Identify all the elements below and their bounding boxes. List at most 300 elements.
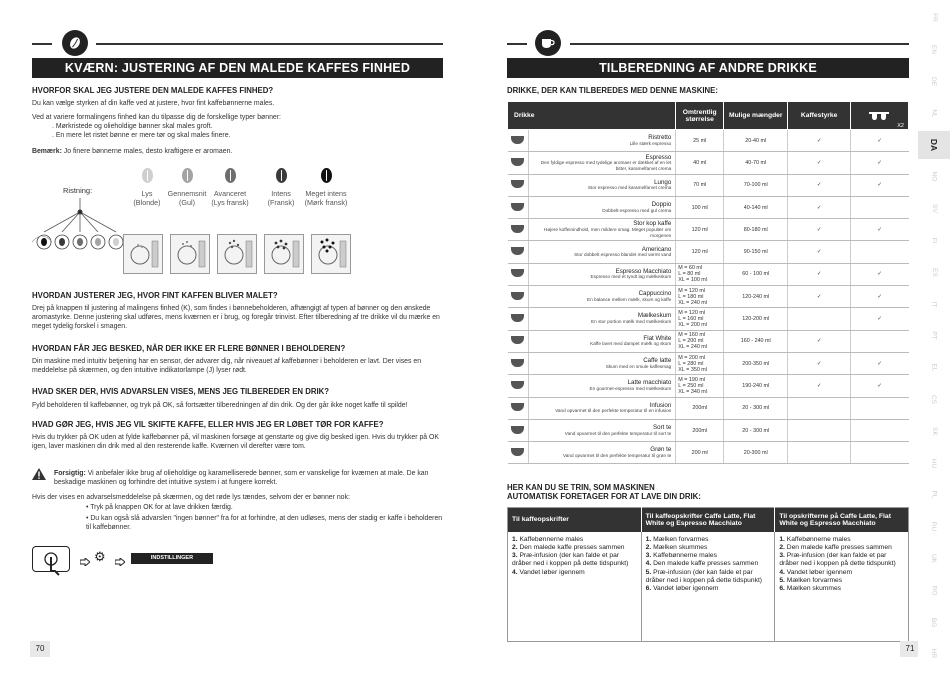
left-page xyxy=(0,0,473,674)
table-row xyxy=(508,130,909,152)
drink-name: Latte macchiato xyxy=(627,379,672,387)
coffee-cup-icon xyxy=(535,30,561,56)
drink-range: 20-40 ml xyxy=(724,130,788,152)
coffee-bean-icon xyxy=(321,168,332,183)
list-item: 1. Kaffebønnerne males xyxy=(779,535,851,543)
language-label: CS xyxy=(930,394,938,404)
list-item: 1. Kaffebønnerne males xyxy=(512,535,584,543)
drink-icon xyxy=(508,174,529,196)
drink-cell xyxy=(528,196,676,218)
double-label: X2 xyxy=(897,123,904,129)
drink-range: 40-70 ml xyxy=(724,152,788,174)
language-label: SV xyxy=(930,204,938,213)
drinks-table xyxy=(507,101,909,464)
strength-check: ✓ xyxy=(788,286,850,308)
list-item: 6. Vandet løber igennem xyxy=(645,585,719,593)
subheading-drinks: DRIKKE, DER KAN TILBEREDES MED DENNE MASKINE: xyxy=(507,86,718,95)
language-label: RO xyxy=(930,585,938,596)
drink-name: Cappuccino xyxy=(638,290,672,298)
double-check: ✓ xyxy=(850,174,908,196)
tab-language-hr[interactable] xyxy=(918,640,950,668)
step-text: Den malede kaffe presses sammen xyxy=(786,543,892,551)
col-strength: Kaffestyrke xyxy=(788,102,850,130)
drink-cell xyxy=(528,419,676,441)
drink-desc: En stor portion mælk med mælkeskum xyxy=(591,319,672,325)
roast-subname: (Lys fransk) xyxy=(211,198,249,208)
drink-cell xyxy=(528,397,676,419)
double-check xyxy=(850,397,908,419)
language-label: PL xyxy=(930,490,938,499)
step-text: Kaffebønnerne males xyxy=(653,552,717,560)
list-item: 5. Mælken forvarmes xyxy=(779,576,843,584)
tab-language-uk[interactable] xyxy=(918,545,950,573)
strength-check: ✓ xyxy=(788,152,850,174)
step-text: Den malede kaffe presses sammen xyxy=(519,543,625,551)
auto-steps-milk-first xyxy=(641,532,775,642)
heading-no-beans: HVORDAN FÅR JEG BESKED, NÅR DER IKKE ER FLERE BØNNER I BEHOLDEREN? xyxy=(32,344,346,353)
drink-range: 40-140 ml xyxy=(724,196,788,218)
drink-desc: Stor dobbelt espresso blandet med varmt vand xyxy=(574,252,672,258)
roast-level-label xyxy=(294,189,358,207)
header-rule-right xyxy=(96,43,443,45)
drink-cell xyxy=(528,308,676,330)
drink-size: 40 ml xyxy=(676,152,724,174)
paragraph: Drej på knappen til justering af malingens finhed (K), som findes i bønnebeholderen, afhængigt af typen af bønner og den ønskede aromastyrke. Denne justering skal udføres, mens kværnen er i brug, og foregår trinvist. Efter tilberedning af tre drikke vil du mærke en meget tydelig forskel i smagen. xyxy=(32,305,440,331)
language-label: BG xyxy=(930,617,938,627)
list-item: 2. Den malede kaffe presses sammen xyxy=(779,543,892,551)
drink-cell xyxy=(528,263,676,285)
table-row xyxy=(508,241,909,263)
roast-name: Avanceret xyxy=(213,189,247,198)
table-row xyxy=(508,196,909,218)
double-check xyxy=(850,241,908,263)
drink-icon xyxy=(508,130,529,152)
page-number: 71 xyxy=(900,641,920,657)
arrow-right-icon xyxy=(115,553,125,571)
drink-icon xyxy=(508,375,529,397)
tab-language-es[interactable] xyxy=(918,258,950,286)
drink-cell xyxy=(528,130,676,152)
table-row xyxy=(508,219,909,241)
language-label: UK xyxy=(930,553,938,563)
drink-desc: Kaffe lavet med dampet mælk og skum xyxy=(590,341,672,347)
step-text: Den malede kaffe presses sammen xyxy=(653,560,759,568)
table-row xyxy=(508,330,909,352)
roast-label: Ristning: xyxy=(63,186,93,195)
drink-range: 20 - 300 ml xyxy=(724,397,788,419)
tab-language-de[interactable] xyxy=(918,68,950,96)
list-item: 1. Mælken forvarmes xyxy=(645,535,709,543)
table-row xyxy=(508,419,909,441)
tab-language-bg[interactable] xyxy=(918,608,950,636)
settings-button[interactable]: INDSTILLINGER xyxy=(131,553,213,564)
double-check xyxy=(850,419,908,441)
col-double xyxy=(850,102,908,130)
table-row xyxy=(508,152,909,174)
drink-desc: Vand opvarmet til den perfekte temperatur til grøn te xyxy=(562,452,672,458)
drink-cell xyxy=(528,219,676,241)
drink-desc: Vand opvarmet til den perfekte temperatur til sort te xyxy=(564,430,672,436)
drink-desc: Skum med en smule kaffesmag xyxy=(605,363,672,369)
drink-icon xyxy=(508,152,529,174)
drink-size: M = 190 ml L = 250 ml XL = 340 ml xyxy=(676,375,724,397)
drink-desc: Højere koffeinindhold, men mildere smag. Meget populær om morgenen xyxy=(543,227,672,238)
subheading-auto: HER KAN DU SE TRIN, SOM MASKINEN xyxy=(507,483,655,492)
grind-setting-1 xyxy=(123,234,163,274)
auto-col-coffee: Til kaffeopskrifter xyxy=(508,508,642,532)
drink-cell xyxy=(528,286,676,308)
grind-setting-5 xyxy=(311,234,351,274)
language-label: FI xyxy=(930,237,938,244)
drink-size: 120 ml xyxy=(676,241,724,263)
tab-language-el[interactable] xyxy=(918,354,950,382)
drink-range: 80-180 ml xyxy=(724,219,788,241)
step-text: Mælken skummes xyxy=(653,543,708,551)
step-text: Præ-infusion (der kan falde et par dråber ned i koppen på dette tidspunkt) xyxy=(779,552,896,568)
arrow-right-icon xyxy=(80,553,90,571)
coffee-bean-icon xyxy=(182,168,193,183)
roast-subname: (Mørk fransk) xyxy=(304,198,348,208)
drink-cell xyxy=(528,241,676,263)
double-check: ✓ xyxy=(850,286,908,308)
note-text: Jo finere bønnerne males, desto kraftigere er aromaen. xyxy=(63,148,233,155)
col-size: Omtrentlig størrelse xyxy=(676,102,724,130)
table-row xyxy=(508,174,909,196)
drink-desc: Den fyldige espresso med tydelige aromaer er dækket af en let bitter, karamelfarvet crema xyxy=(540,160,672,171)
drink-icon xyxy=(508,397,529,419)
drink-size: M = 120 ml L = 160 ml XL = 200 ml xyxy=(676,308,724,330)
language-label: NO xyxy=(930,171,938,182)
cup-icon xyxy=(511,269,524,277)
tab-language-ru[interactable] xyxy=(918,513,950,541)
cup-icon xyxy=(511,403,524,411)
drink-desc: En balance mellem mælk, skum og kaffe xyxy=(586,296,672,302)
tab-language-ro[interactable] xyxy=(918,576,950,604)
cup-icon xyxy=(511,314,524,322)
drink-cell xyxy=(528,442,676,464)
col-drink: Drikke xyxy=(508,102,676,130)
tab-language-fi[interactable] xyxy=(918,227,950,255)
drink-name: Stor kop kaffe xyxy=(633,220,672,228)
drink-desc: En gourmet-espresso med mælkeskum xyxy=(589,385,672,391)
drink-desc: Dobbelt-espresso med gul crema xyxy=(602,207,672,213)
list-item: 4. Den malede kaffe presses sammen xyxy=(645,560,759,568)
drink-size: 200 ml xyxy=(676,442,724,464)
cup-icon xyxy=(511,180,524,188)
coffee-bean-icon xyxy=(62,30,88,56)
list-item: 3. Præ-infusion (der kan falde et par dråber ned i koppen på dette tidspunkt) xyxy=(512,552,629,568)
drink-name: Grøn te xyxy=(650,446,672,454)
paragraph: Din maskine med intuitiv betjening har en sensor, der advarer dig, når niveauet af kaffebønner i beholderen er lavt. Der vises en meddelelse på skærmen, og den intuitive indikatorlampe (J) lyser rødt. xyxy=(32,358,422,375)
double-check: ✓ xyxy=(850,152,908,174)
cup-icon xyxy=(511,426,524,434)
gear-icon: ⚙ xyxy=(94,549,106,564)
cup-icon xyxy=(511,336,524,344)
table-row xyxy=(508,397,909,419)
tab-language-da[interactable] xyxy=(918,131,950,159)
drink-name: Lungo xyxy=(654,178,672,186)
drink-range: 20 - 300 ml xyxy=(724,419,788,441)
strength-check: ✓ xyxy=(788,219,850,241)
drink-size: M = 200 ml L = 280 ml XL = 350 ml xyxy=(676,352,724,374)
header-rule-left xyxy=(507,43,527,45)
drink-range: 60 - 100 ml xyxy=(724,263,788,285)
cup-icon xyxy=(511,448,524,456)
drink-range: 120-240 ml xyxy=(724,286,788,308)
double-check: ✓ xyxy=(850,219,908,241)
drink-icon xyxy=(508,308,529,330)
header-rule-left xyxy=(32,43,52,45)
drink-icon xyxy=(508,219,529,241)
cup-icon xyxy=(511,247,524,255)
drink-name: Infusion xyxy=(649,401,672,409)
tab-language-sv[interactable] xyxy=(918,195,950,223)
table-row xyxy=(508,286,909,308)
strength-check: ✓ xyxy=(788,196,850,218)
strength-check xyxy=(788,419,850,441)
drink-icon xyxy=(508,196,529,218)
list-item: 2. Den malede kaffe presses sammen xyxy=(512,543,625,551)
drink-desc: Espresso med et tyndt lag mælkeskum xyxy=(590,274,672,280)
list-item: 3. Kaffebønnerne males xyxy=(645,552,717,560)
caution-text: Vi anbefaler ikke brug af olieholdige og karamelliserede bønner, som er vanskelige for kværnen at male. De kan beskadige maskinen og forhindre det intuitive system i at fungere korrekt. xyxy=(54,470,429,487)
roast-name: Gennemsnit xyxy=(167,189,207,198)
touch-screen-icon xyxy=(32,546,70,572)
drink-cell xyxy=(528,174,676,196)
list-item: 2. Mælken skummes xyxy=(645,543,708,551)
language-tabs xyxy=(918,0,950,674)
language-label: HR xyxy=(930,649,938,659)
drink-name: Ristretto xyxy=(648,134,672,142)
step-text: Vandet løber igennem xyxy=(519,568,585,576)
drink-icon xyxy=(508,330,529,352)
strength-check: ✓ xyxy=(788,352,850,374)
double-check xyxy=(850,442,908,464)
roast-name: Intens xyxy=(271,189,291,198)
double-check xyxy=(850,196,908,218)
grind-setting-3 xyxy=(217,234,257,274)
strength-check xyxy=(788,442,850,464)
cup-icon xyxy=(511,158,524,166)
table-row xyxy=(508,308,909,330)
tab-language-it[interactable] xyxy=(918,290,950,318)
auto-col-milk-first: Til kaffeopskrifter Caffe Latte, Flat White og Espresso Macchiato xyxy=(641,508,775,532)
heading-why: HVORFOR SKAL JEG JUSTERE DEN MALEDE KAFFES FINHED? xyxy=(32,86,274,95)
note-label: Bemærk: xyxy=(32,148,62,155)
list-item: 6. Mælken skummes xyxy=(779,585,842,593)
roast-subname: (Blonde) xyxy=(133,198,161,208)
step-text: Vandet løber igennem xyxy=(653,585,719,593)
step-text: Præ-infusion (der kan falde et par dråber ned i koppen på dette tidspunkt) xyxy=(512,552,629,568)
bullet: . Mørkristede og olieholdige bønner skal males groft. xyxy=(52,123,213,130)
grind-setting-2 xyxy=(170,234,210,274)
page-title: KVÆRN: JUSTERING AF DEN MALEDE KAFFES FINHED xyxy=(32,58,443,78)
table-row xyxy=(508,442,909,464)
drink-icon xyxy=(508,263,529,285)
tab-language-fr[interactable] xyxy=(918,4,950,32)
drink-desc: Lille stærk espresso xyxy=(629,140,672,146)
double-cup-icon xyxy=(868,108,890,122)
drink-icon xyxy=(508,419,529,441)
double-check: ✓ xyxy=(850,130,908,152)
drink-range: 20-300 ml xyxy=(724,442,788,464)
language-label: HU xyxy=(930,458,938,468)
auto-steps-coffee xyxy=(508,532,642,642)
double-check: ✓ xyxy=(850,263,908,285)
tab-language-pt[interactable] xyxy=(918,322,950,350)
page-title: TILBEREDNING AF ANDRE DRIKKE xyxy=(507,58,909,78)
strength-check xyxy=(788,397,850,419)
tab-language-no[interactable] xyxy=(918,163,950,191)
grind-setting-4 xyxy=(264,234,304,274)
coffee-bean-icon xyxy=(276,168,287,183)
drink-cell xyxy=(528,375,676,397)
table-row xyxy=(508,352,909,374)
paragraph: Ved at variere formalingens finhed kan du tilpasse dig de forskellige typer bønner: xyxy=(32,114,281,121)
roast-name: Meget intens xyxy=(305,189,347,198)
cup-icon xyxy=(511,225,524,233)
drink-cell xyxy=(528,330,676,352)
drink-name: Sort te xyxy=(653,423,672,431)
bullet-text: Du kan også slå advarslen "ingen bønner" fra for at forhindre, at den udløses, mens der stadig er kaffe i beholderen til kaffebønner. xyxy=(86,515,443,532)
drink-size: 200ml xyxy=(676,397,724,419)
language-label: DE xyxy=(930,76,938,86)
drink-range: 160 - 240 ml xyxy=(724,330,788,352)
step-text: Vandet løber igennem xyxy=(786,568,853,576)
paragraph: Du kan vælge styrken af din kaffe ved at justere, hvor fint kaffebønnerne males. xyxy=(32,100,275,107)
language-label: EN xyxy=(930,45,938,55)
strength-check: ✓ xyxy=(788,375,850,397)
step-text: Mælken skummes xyxy=(786,585,842,593)
cup-icon xyxy=(511,136,524,144)
auto-steps-milk-last xyxy=(775,532,909,642)
drink-name: Espresso Macchiato xyxy=(615,267,672,275)
strength-check: ✓ xyxy=(788,130,850,152)
drink-size: 25 ml xyxy=(676,130,724,152)
paragraph: Fyld beholderen til kaffebønner, og tryk på OK, så fortsætter tilberedningen af din drik. Og der går ikke noget kaffe til spilde! xyxy=(32,402,408,409)
note xyxy=(32,147,443,156)
tab-language-hu[interactable] xyxy=(918,449,950,477)
tab-language-nl[interactable] xyxy=(918,99,950,127)
caution-label: Forsigtig: xyxy=(54,470,86,477)
subheading-auto: AUTOMATISK FORETAGER FOR AT LAVE DIN DRIK: xyxy=(507,492,701,501)
bean-hopper-diagram xyxy=(32,196,128,256)
strength-check: ✓ xyxy=(788,263,850,285)
language-label: NL xyxy=(930,109,938,118)
drink-range: 70-100 ml xyxy=(724,174,788,196)
drink-name: Mælkeskum xyxy=(637,312,672,320)
language-label: SK xyxy=(930,426,938,436)
bullet: . En mere let ristet bønne er mere tør og skal males finere. xyxy=(52,132,231,139)
drink-range: 190-240 ml xyxy=(724,375,788,397)
right-page xyxy=(477,0,917,674)
list-item: 5. Præ-infusion (der kan falde et par dråber ned i koppen på dette tidspunkt) xyxy=(645,568,763,584)
strength-check xyxy=(788,308,850,330)
drink-name: Flat White xyxy=(643,334,672,342)
bullet: • Du kan også slå advarslen "ingen bønner" fra for at forhindre, at den udløses, mens der stadig er kaffe i beholderen til kaffebønner. xyxy=(86,515,443,532)
cup-icon xyxy=(511,359,524,367)
tab-language-sk[interactable] xyxy=(918,417,950,445)
caution xyxy=(54,469,443,487)
strength-check: ✓ xyxy=(788,241,850,263)
language-label: RU xyxy=(930,521,938,532)
step-text: Præ-infusion (der kan falde et par dråber ned i koppen på dette tidspunkt) xyxy=(645,568,763,584)
language-label: FR xyxy=(930,13,938,23)
drink-cell xyxy=(528,152,676,174)
language-label: DA xyxy=(929,138,939,152)
language-label: IT xyxy=(930,301,938,307)
strength-check: ✓ xyxy=(788,330,850,352)
tab-language-pl[interactable] xyxy=(918,481,950,509)
warning-triangle-icon xyxy=(32,467,46,485)
auto-col-milk-last: Til opskrifterne på Caffe Latte, Flat White og Espresso Macchiato xyxy=(775,508,909,532)
step-text: Kaffebønnerne males xyxy=(786,535,851,543)
heading-how-adjust: HVORDAN JUSTERER JEG, HVOR FINT KAFFEN BLIVER MALET? xyxy=(32,291,278,300)
cup-icon xyxy=(511,381,524,389)
drink-icon xyxy=(508,442,529,464)
bullet-text: Tryk på knappen OK for at lave drikken færdig. xyxy=(90,504,233,511)
roast-subname: (Gul) xyxy=(179,198,195,208)
list-item: 3. Præ-infusion (der kan falde et par dråber ned i koppen på dette tidspunkt) xyxy=(779,552,896,568)
double-check xyxy=(850,330,908,352)
drink-name: Americano xyxy=(641,245,672,253)
drink-size: M = 160 ml L = 200 ml XL = 240 ml xyxy=(676,330,724,352)
roast-name: Lys xyxy=(141,189,153,198)
coffee-bean-icon xyxy=(142,168,153,183)
language-label: ES xyxy=(930,267,938,277)
double-check: ✓ xyxy=(850,375,908,397)
cup-icon xyxy=(511,292,524,300)
double-check: ✓ xyxy=(850,352,908,374)
drink-size: 200ml xyxy=(676,419,724,441)
language-label: PT xyxy=(930,331,938,340)
paragraph: Hvis du trykker på OK uden at fylde kaffebønner på, vil maskinen forsøge at genstarte og give dig besked igen. Hvis du trykker på OK igen, laver maskinen din drik med al den resterende kaffe. Kværnen vil derefter være tom. xyxy=(32,434,440,451)
paragraph: Hvis der vises en advarselsmeddelelse på skærmen, og det røde lys tændes, selvom der er bønner nok: xyxy=(32,494,350,501)
list-item: 4. Vandet løber igennem xyxy=(512,568,585,576)
drink-icon xyxy=(508,241,529,263)
roast-subname: (Fransk) xyxy=(267,198,295,208)
drink-name: Espresso xyxy=(645,153,672,161)
page-number: 70 xyxy=(30,641,50,657)
table-row xyxy=(508,263,909,285)
list-item: 4. Vandet løber igennem xyxy=(779,568,853,576)
strength-check: ✓ xyxy=(788,174,850,196)
table-row xyxy=(508,375,909,397)
drink-name: Caffe latte xyxy=(643,357,672,365)
drink-size: 120 ml xyxy=(676,219,724,241)
tab-language-en[interactable] xyxy=(918,36,950,64)
step-text: Mælken forvarmes xyxy=(653,535,709,543)
drink-icon xyxy=(508,352,529,374)
tab-language-cs[interactable] xyxy=(918,386,950,414)
drink-range: 90-150 ml xyxy=(724,241,788,263)
drink-range: 120-200 ml xyxy=(724,308,788,330)
step-text: Mælken forvarmes xyxy=(786,576,843,584)
bullet: • Tryk på knappen OK for at lave drikken færdig. xyxy=(86,504,233,511)
auto-steps-table xyxy=(507,507,909,642)
cup-icon xyxy=(511,203,524,211)
header-rule-right xyxy=(570,43,909,45)
coffee-bean-icon xyxy=(225,168,236,183)
drink-size: M = 60 ml L = 80 ml XL = 100 ml xyxy=(676,263,724,285)
col-range: Mulige mængder xyxy=(724,102,788,130)
drink-desc: Stor espresso med karamelfarvet crema xyxy=(587,185,672,191)
drink-name: Doppio xyxy=(651,200,672,208)
drink-range: 200-350 ml xyxy=(724,352,788,374)
drink-cell xyxy=(528,352,676,374)
drink-size: 70 ml xyxy=(676,174,724,196)
drink-size: 100 ml xyxy=(676,196,724,218)
